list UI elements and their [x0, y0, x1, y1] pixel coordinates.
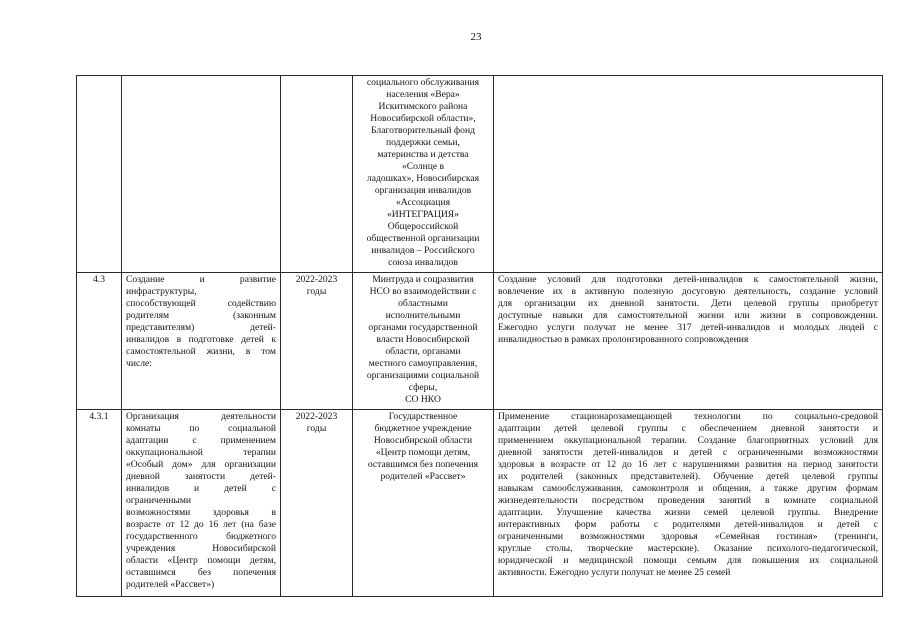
executor-cell — [353, 76, 494, 273]
cell-text-line: круглые столы, творческие мастерские). Оказание психолого-педагогической, — [498, 543, 878, 554]
result-text — [498, 274, 878, 346]
table-row-continuation — [77, 76, 883, 273]
cell-text-line: Благотворительный фонд — [371, 125, 475, 136]
cell-text-line: адаптации. Улучшение качества жизни семей целевой группы. Внедрение — [498, 507, 878, 518]
cell-text-line: Новосибирской области — [373, 435, 473, 446]
cell-text-line: самостоятельной жизни, в том — [126, 346, 276, 357]
cell-text-line: возможностями здоровья в — [126, 507, 276, 518]
cell-text-line: юридической и медицинской помощи семьям для повышения их социальной — [498, 555, 878, 566]
cell-text-line: общественной организации — [366, 233, 480, 244]
cell-text-line: исполнительными — [385, 310, 461, 321]
cell-text-line: «Центр помощи детям, — [375, 447, 471, 458]
executor-text — [357, 77, 489, 269]
period-cell — [281, 410, 353, 597]
cell-text-line: интерактивных форм работы с родителями детей-инвалидов и детей с — [498, 519, 878, 530]
cell-text-line: организациями социальной — [366, 370, 480, 381]
cell-text-line: СО НКО — [405, 394, 441, 405]
period-text — [285, 274, 348, 298]
cell-text-line: родителям (законным — [126, 310, 276, 321]
cell-text-line: поддержки семьи, — [386, 137, 460, 148]
cell-text-line: инфраструктуры, — [126, 286, 197, 297]
cell-text-line: материнства и детства — [377, 149, 469, 160]
cell-text-line: числе: — [126, 358, 152, 369]
cell-text-line: родителей «Рассвет» — [380, 471, 466, 482]
period-cell — [281, 76, 353, 273]
cell-text-line: для организации их дневной занятости. Дети целевой группы приобретут — [498, 298, 878, 309]
cell-text-line: адаптации детей целевой группы с обеспечением дневной занятости и — [498, 423, 878, 434]
cell-text-line: «Ассоциация — [395, 197, 450, 208]
cell-text-line: «Солнце в — [401, 161, 445, 172]
activity-cell — [122, 410, 281, 597]
cell-text-line: активности. Ежегодно услуги получат не менее 25 семей — [498, 567, 731, 578]
cell-text-line: их родителей (законных представителей). Обучение детей целевой группы — [498, 471, 878, 482]
number-cell — [77, 410, 122, 597]
cell-text-line: НСО во взаимодействии с — [369, 286, 477, 297]
executor-text — [357, 274, 489, 406]
result-cell — [494, 410, 883, 597]
number-cell — [77, 273, 122, 410]
cell-text-line: «Особый дом» для организации — [126, 459, 276, 470]
item-number: 4.3.1 — [89, 411, 109, 422]
cell-text-line: населения «Вера» — [386, 89, 460, 100]
cell-text-line: здоровья в возрасте от 12 до 16 лет с нарушениями развития на период занятости — [498, 459, 878, 470]
cell-text-line: родителей «Рассвет») — [126, 579, 215, 590]
cell-text-line: применением оккупациональной терапии. Создание благоприятных условий для — [498, 435, 878, 446]
cell-text-line: ладошках», Новосибирская — [366, 173, 480, 184]
cell-text-line: инвалидностью в рамках пролонгированного сопровождения — [498, 334, 749, 345]
cell-text-line: навыкам самообслуживания, самоконтроля и общения, а также другим формам — [498, 483, 878, 494]
activity-text — [126, 274, 276, 370]
cell-text-line: социального обслуживания — [366, 77, 480, 88]
cell-text-line: государственного бюджетного — [126, 531, 276, 542]
cell-text-line: местного самоуправления, — [368, 358, 478, 369]
cell-text-line: органами государственной — [368, 322, 478, 333]
cell-text-line: Минтруда и соцразвития — [372, 274, 474, 285]
cell-text-line: Организация деятельности — [126, 411, 276, 422]
cell-text-line: областными — [398, 298, 448, 309]
cell-text-line: инвалидов – Российского — [371, 245, 475, 256]
cell-text-line: вовлечение их в активную полезную досуговую деятельность, создание условий — [498, 286, 878, 297]
cell-text-line: инвалидов и детей с — [126, 483, 276, 494]
activity-cell — [122, 273, 281, 410]
period-text — [285, 411, 348, 435]
cell-text-line: оставшимся без попечения — [126, 567, 276, 578]
cell-text-line: доступные навыки для самостоятельной жизни или жизни в сопровождении. — [498, 310, 878, 321]
executor-text — [357, 411, 489, 483]
cell-text-line: Применение стационарозамещающей технологии по социально-средовой — [498, 411, 878, 422]
table-row-4-3-1 — [77, 410, 883, 597]
result-text — [498, 411, 878, 579]
executor-cell — [353, 410, 494, 597]
cell-text-line: Искитимского района — [378, 101, 468, 112]
cell-text-line: 2022-2023 — [295, 411, 338, 422]
cell-text-line: дневной занятости детей-инвалидов и детей с ограниченными возможностями — [498, 447, 878, 458]
cell-text-line: Новосибирской области», — [370, 113, 476, 124]
cell-text-line: «ИНТЕГРАЦИЯ» — [386, 209, 459, 220]
cell-text-line: Создание условий для подготовки детей-инвалидов к самостоятельной жизни, — [498, 274, 878, 285]
cell-text-line: бюджетное учреждение — [374, 423, 472, 434]
activity-text — [126, 411, 276, 591]
cell-text-line: области «Центр помощи детям, — [126, 555, 276, 566]
table-row-4-3 — [77, 273, 883, 410]
cell-text-line: комнаты по социальной — [126, 423, 276, 434]
cell-text-line: адаптации с применением — [126, 435, 276, 446]
cell-text-line: области, органами — [385, 346, 461, 357]
activity-cell — [122, 76, 281, 273]
activities-table — [76, 75, 883, 597]
period-cell — [281, 273, 353, 410]
cell-text-line: Ежегодно услуги получат не менее 317 детей-инвалидов и молодых людей с — [498, 322, 878, 333]
cell-text-line: годы — [306, 423, 327, 434]
page-number: 23 — [470, 31, 482, 43]
result-cell — [494, 273, 883, 410]
number-cell — [77, 76, 122, 273]
cell-text-line: ограниченными — [126, 495, 192, 506]
cell-text-line: учреждения Новосибирской — [126, 543, 276, 554]
cell-text-line: Государственное — [388, 411, 458, 422]
cell-text-line: инвалидов в подготовке детей к — [126, 334, 276, 345]
cell-text-line: 2022-2023 — [295, 274, 338, 285]
result-cell — [494, 76, 883, 273]
cell-text-line: союза инвалидов — [388, 257, 458, 268]
cell-text-line: оставшимся без попечения — [367, 459, 479, 470]
cell-text-line: способствующей содействию — [126, 298, 276, 309]
cell-text-line: дневной занятости детей- — [126, 471, 276, 482]
cell-text-line: оккупациональной терапии — [126, 447, 276, 458]
cell-text-line: возрасте от 12 до 16 лет (на базе — [126, 519, 276, 530]
cell-text-line: представителям) детей- — [126, 322, 276, 333]
cell-text-line: Создание и развитие — [126, 274, 276, 285]
cell-text-line: Общероссийской — [387, 221, 459, 232]
cell-text-line: ограниченными возможностями здоровья «Семейная гостиная» (тренинги, — [498, 531, 878, 542]
cell-text-line: годы — [306, 286, 327, 297]
cell-text-line: организация инвалидов — [374, 185, 472, 196]
cell-text-line: власти Новосибирской — [376, 334, 470, 345]
executor-cell — [353, 273, 494, 410]
cell-text-line: жизнедеятельности посредством проведения занятий в комнате социальной — [498, 495, 878, 506]
cell-text-line: сферы, — [408, 382, 438, 393]
item-number: 4.3 — [93, 274, 105, 285]
